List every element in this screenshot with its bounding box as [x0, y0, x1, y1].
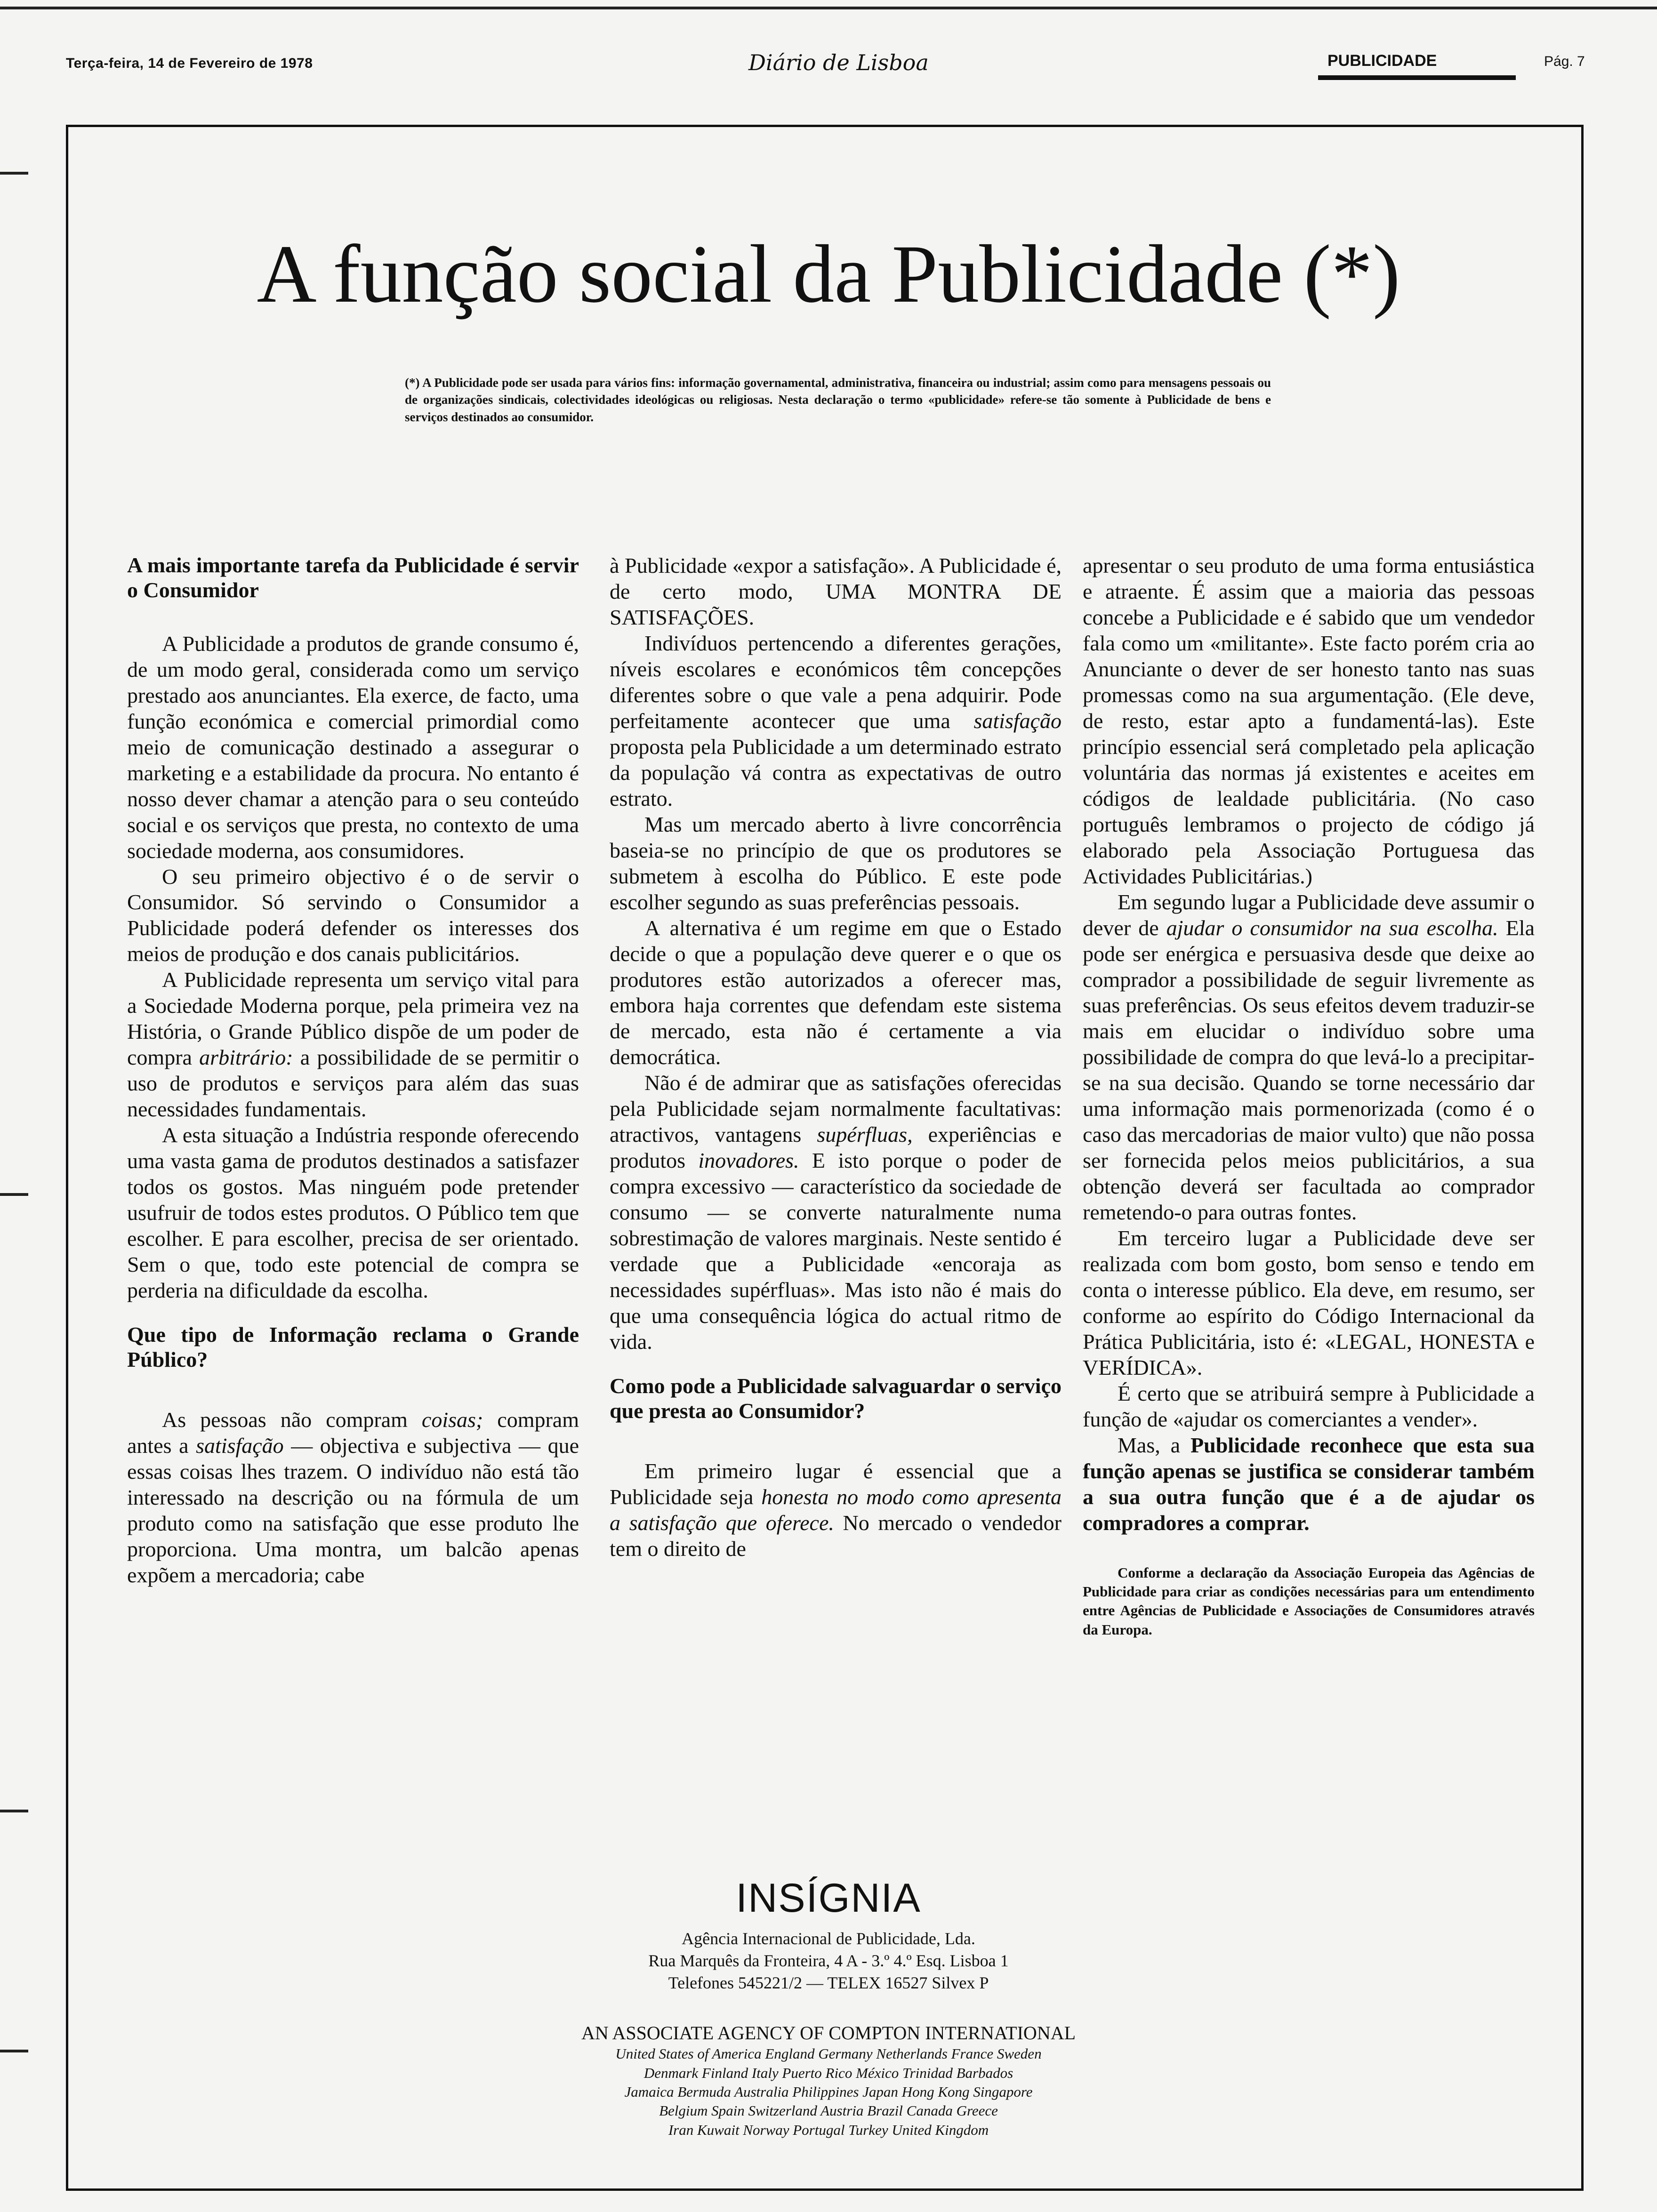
section-heading: Como pode a Publicidade salvaguardar o serviço que presta ao Consumidor?	[610, 1374, 1062, 1423]
country-list: United States of America England Germany Netherlands France Sweden	[615, 2045, 1042, 2062]
ad-title: A função social da Publicidade (*)	[257, 228, 1400, 320]
paragraph: Mas um mercado aberto à livre concorrência baseia-se no princípio de que os produtores se submetem à escolha do Público. E este pode escolher segundo as suas preferências pessoais.	[610, 812, 1062, 914]
margin-mark	[0, 1193, 28, 1196]
margin-mark	[0, 1810, 28, 1812]
paragraph: A Publicidade representa um serviço vital para a Sociedade Moderna porque, pela primeira vez na História, o Grande Público dispõe de um poder de compra arbitrário: a possibilidade de se permitir o uso de produtos e serviços para além das suas necessidades fundamentais.	[127, 968, 579, 1122]
section-heading: Que tipo de Informação reclama o Grande Público?	[127, 1322, 579, 1371]
page-header	[66, 47, 1591, 85]
country-list: Belgium Spain Switzerland Austria Brazil Canada Greece	[659, 2102, 998, 2119]
margin-mark	[0, 172, 28, 175]
paragraph: A Publicidade a produtos de grande consumo é, de um modo geral, considerada como um serviço prestado aos anunciantes. Ela exerce, de facto, uma função económica e comercial primordial como meio de comunicação destinado a assegurar o marketing e a estabilidade da procura. No entanto é nosso dever chamar a atenção para o seu conteúdo social e os serviços que presta, no contexto de uma sociedade moderna, aos consumidores.	[127, 631, 579, 863]
agency-address: Rua Marquês da Fronteira, 4 A - 3.º 4.º Esq. Lisboa 1	[648, 1951, 1009, 1970]
paragraph: É certo que se atribuirá sempre à Publicidade a função de «ajudar os comerciantes a vender».	[1083, 1381, 1535, 1431]
agency-footer	[0, 1875, 1657, 2140]
agency-logo: INSÍGNIA	[736, 1875, 921, 1921]
paragraph: As pessoas não compram coisas; compram antes a satisfação — objectiva e subjectiva — que essas coisas lhes trazem. O indivíduo não está tão interessado na descrição ou na fórmula de um produto como na satisfação que esse produto lhe proporciona. Uma montra, um balcão apenas expõem a mercadoria; cabe	[127, 1407, 579, 1587]
paragraph: A esta situação a Indústria responde oferecendo uma vasta gama de produtos destinados a satisfazer todos os gostos. Mas ninguém pode pretender usufruir de todos estes produtos. O Público tem que escolher. E para escolher, precisa de ser orientado. Sem o que, todo este potencial de compra se perderia na dificuldade da escolha.	[127, 1123, 579, 1302]
country-list: Jamaica Bermuda Australia Philippines Japan Hong Kong Singapore	[624, 2083, 1033, 2100]
paragraph: apresentar o seu produto de uma forma entusiástica e atraente. É assim que a maioria das pessoas concebe a Publicidade e é sabido que um vendedor fala como um «militante». Este facto porém cria ao Anunciante o dever de ser honesto tanto nas suas promessas como na sua argumentação. (Ele deve, de resto, estar apto a fundamentá-las). Este princípio essencial será completado pela aplicação voluntária das normas já existentes e aceites em códigos de lealdade publicitária. (No caso português lembramos o projecto de código já elaborado pela Associação Portuguesa das Actividades Publicitárias.)	[1083, 553, 1535, 888]
paragraph: Em terceiro lugar a Publicidade deve ser realizada com bom gosto, bom senso e tendo em conta o interesse público. Ela deve, em resumo, ser conforme ao espírito do Código Internacional da Prática Publicitária, isto é: «LEGAL, HONESTA e VERÍDICA».	[1083, 1226, 1535, 1380]
column-3	[1083, 553, 1535, 1639]
agency-phone: Telefones 545221/2 — TELEX 16527 Silvex P	[668, 1973, 989, 1992]
page-number: Pág. 7	[1544, 54, 1585, 69]
paragraph: Em primeiro lugar é essencial que a Publicidade seja honesta no modo como apresenta a satisfação que oferece. No mercado o vendedor tem o direito de	[610, 1459, 1062, 1561]
section-heading: A mais importante tarefa da Publicidade é servir o Consumidor	[127, 553, 579, 602]
country-list: Denmark Finland Italy Puerto Rico México Trinidad Barbados	[643, 2064, 1014, 2081]
title-footnote: (*) A Publicidade pode ser usada para vários fins: informação governamental, administrativa, financeira ou industrial; assim como para mensagens pessoais ou de organizações sindicais, colectividades ideológicas ou religiosas. Nesta declaração o termo «publicidade» refere-se tão somente à Publicidade de bens e serviços destinados ao consumidor.	[405, 376, 1271, 424]
column-2	[610, 553, 1062, 1562]
column-1	[127, 553, 579, 1588]
paragraph: Mas, a Publicidade reconhece que esta sua função apenas se justifica se considerar também a sua outra função que é a de ajudar os compradores a comprar.	[1083, 1433, 1535, 1535]
paragraph: à Publicidade «expor a satisfação». A Publicidade é, de certo modo, UMA MONTRA DE SATISFAÇÕES.	[610, 553, 1062, 629]
paragraph: Não é de admirar que as satisfações oferecidas pela Publicidade sejam normalmente facultativas: atractivos, vantagens supérfluas, experiências e produtos inovadores. E isto porque o poder de compra excessivo — característico da sociedade de consumo — se converte naturalmente numa sobrestimação de valores marginais. Neste sentido é verdade que a Publicidade «encoraja as necessidades supérfluas». Mas isto não é mais do que uma consequência lógica do actual ritmo de vida.	[610, 1071, 1062, 1354]
paragraph: A alternativa é um regime em que o Estado decide o que a população deve querer e o que os produtores estão autorizados a oferecer mas, embora haja correntes que defendam este sistema de mercado, esta não é certamente a via democrática.	[610, 915, 1062, 1069]
associate-line: AN ASSOCIATE AGENCY OF COMPTON INTERNATIONAL	[581, 2022, 1076, 2044]
section-label: PUBLICIDADE	[1327, 52, 1437, 70]
newspaper-name: Diário de Lisboa	[748, 50, 929, 75]
top-rule	[0, 7, 1657, 9]
paragraph: Indivíduos pertencendo a diferentes gerações, níveis escolares e económicos têm concepções diferentes sobre o que vale a pena adquirir. Pode perfeitamente acontecer que uma satisfação proposta pela Publicidade a um determinado estrato da população vá contra as expectativas de outro estrato.	[610, 631, 1062, 810]
issue-date: Terça-feira, 14 de Fevereiro de 1978	[66, 56, 313, 71]
paragraph: Em segundo lugar a Publicidade deve assumir o dever de ajudar o consumidor na sua escolha. Ela pode ser enérgica e persuasiva desde que deixe ao comprador a possibilidade de seguir livremente as suas preferências. Os seus efeitos devem traduzir-se mais em elucidar o indivíduo sobre uma possibilidade de compra do que levá-lo a precipitar-se na sua decisão. Quando se torne necessário dar uma informação mais pormenorizada (como é o caso das mercadorias de maior vulto) que não possa ser fornecida pelos meios publicitários, a sua obtenção deverá ser facultada ao comprador remetendo-o para outras fontes.	[1083, 890, 1535, 1225]
section-underline	[1318, 75, 1516, 80]
paragraph: O seu primeiro objectivo é o de servir o Consumidor. Só servindo o Consumidor a Publicidade poderá defender os interesses dos meios de produção e dos canais publicitários.	[127, 864, 579, 966]
agency-name: Agência Internacional de Publicidade, Lda.	[682, 1929, 975, 1948]
country-list: Iran Kuwait Norway Portugal Turkey United Kingdom	[668, 2121, 989, 2138]
declaration-note: Conforme a declaração da Associação Europeia das Agências de Publicidade para criar as condições necessárias para um entendimento entre Agências de Publicidade e Associações de Consumidores através da Europa.	[1083, 1564, 1535, 1638]
